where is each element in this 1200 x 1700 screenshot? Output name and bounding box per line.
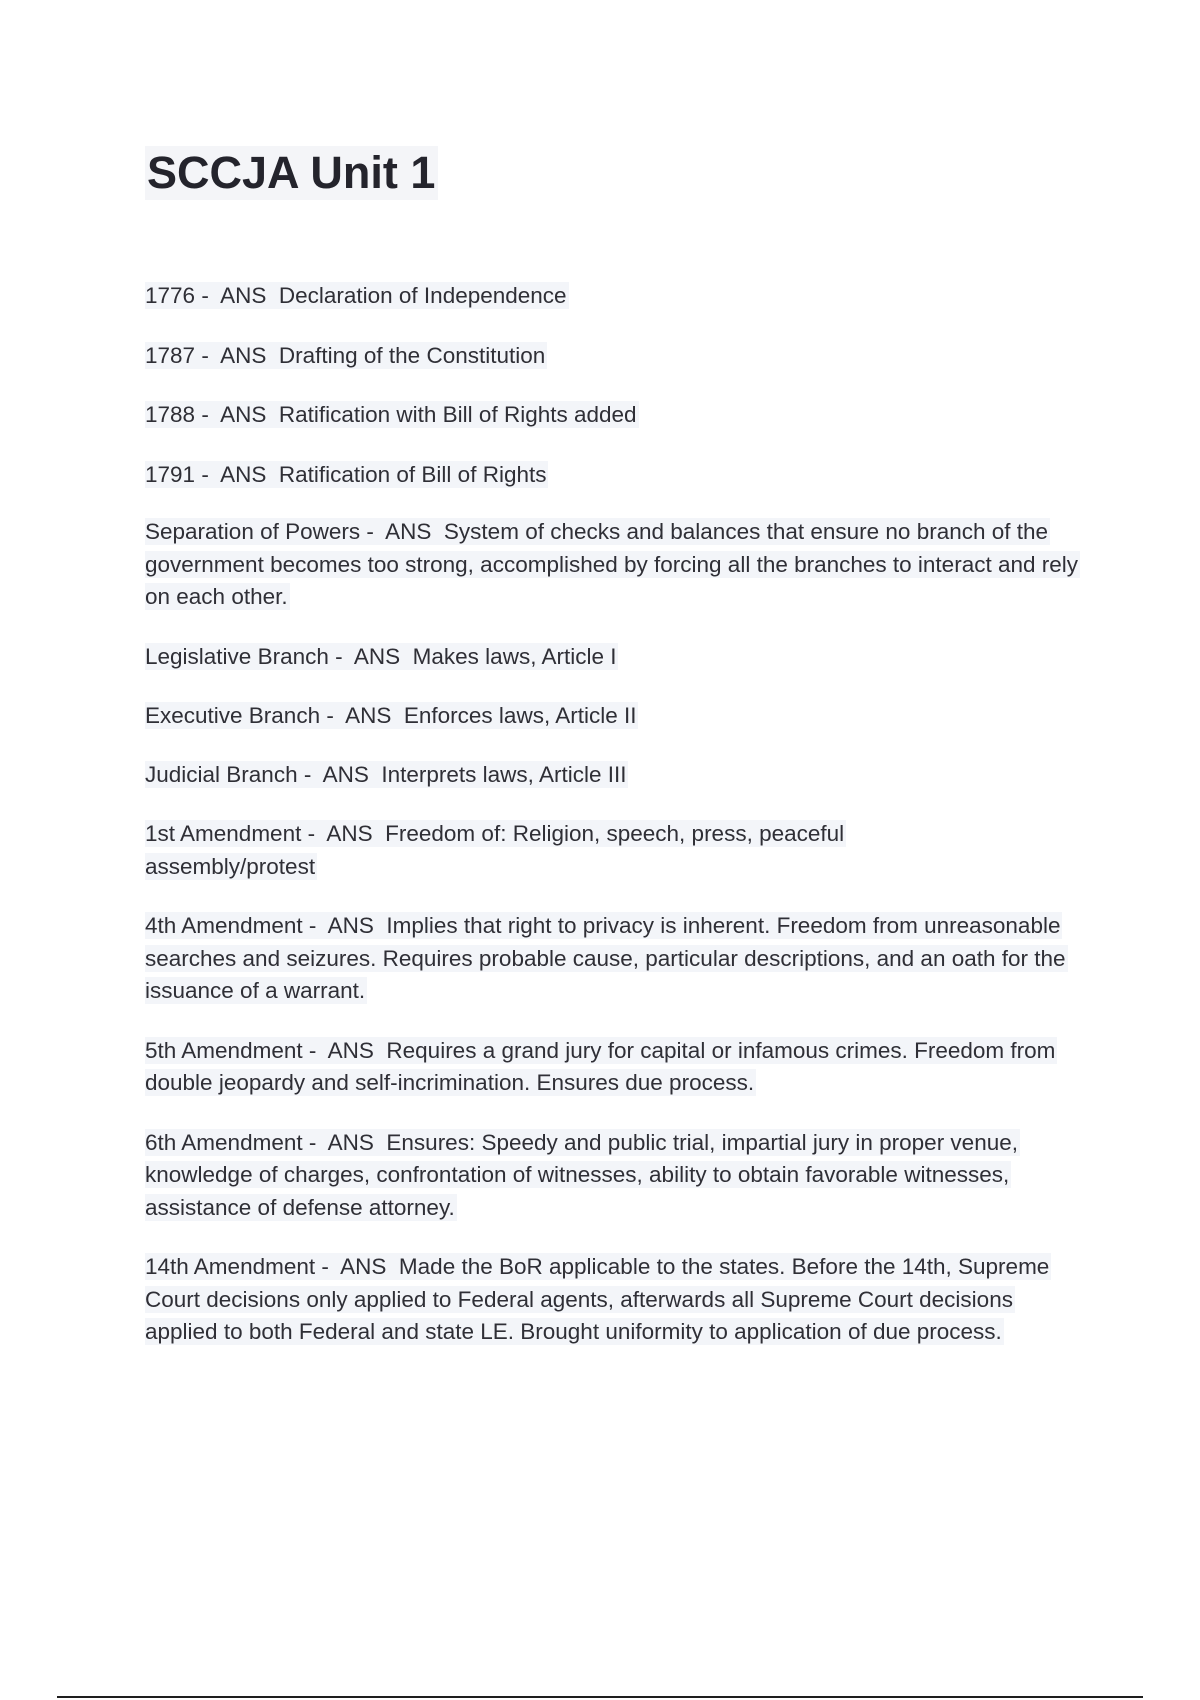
entry-ans-label: ANS xyxy=(326,821,373,846)
entry-definition: Freedom of: Religion, speech, press, peaceful assembly/protest xyxy=(145,821,845,879)
flashcard-entry xyxy=(145,1127,1085,1225)
entry-term: Legislative Branch xyxy=(145,643,329,669)
entry-term: 1791 xyxy=(145,461,196,487)
flashcard-entry xyxy=(145,340,1085,373)
entry-term: 14th Amendment xyxy=(145,1254,316,1279)
entry-term: 1788 xyxy=(145,402,196,427)
entry-term: 6th Amendment xyxy=(145,1129,303,1155)
entry-separator: - xyxy=(328,643,354,669)
entry-ans-label: ANS xyxy=(345,703,392,728)
entry-term: Judicial Branch xyxy=(145,761,298,787)
entry-definition: Makes laws, Article I xyxy=(412,643,617,669)
flashcard-entry xyxy=(145,1251,1085,1349)
flashcard-entry xyxy=(145,516,1085,614)
entry-separator: - xyxy=(195,402,221,427)
entry-ans-label: ANS xyxy=(322,761,369,787)
flashcard-entry xyxy=(145,818,925,883)
entry-ans-label: ANS xyxy=(385,519,432,544)
entry-separator: - xyxy=(302,1129,328,1155)
entry-term: 4th Amendment xyxy=(145,913,303,938)
flashcard-list xyxy=(145,280,1085,1349)
entry-ans-label: ANS xyxy=(327,913,374,938)
entry-separator: - xyxy=(360,519,386,544)
entry-ans-label: ANS xyxy=(340,1254,387,1279)
flashcard-entry xyxy=(145,759,1085,792)
entry-separator: - xyxy=(315,1254,341,1279)
entry-definition: Enforces laws, Article II xyxy=(403,703,637,728)
entry-definition: System of checks and balances that ensure no branch of the government becomes too strong, accomplished by forcing all the branches to interact and rely on each other. xyxy=(145,519,1079,609)
entry-ans-label: ANS xyxy=(353,643,401,669)
entry-ans-label: ANS xyxy=(220,402,267,427)
entry-separator: - xyxy=(301,821,327,846)
entry-separator: - xyxy=(195,283,221,308)
entry-ans-label: ANS xyxy=(220,283,267,308)
flashcard-entry xyxy=(145,910,1085,1008)
entry-definition: Declaration of Independence xyxy=(278,283,567,308)
entry-definition: Ensures: Speedy and public trial, impartial jury in proper venue, knowledge of charges, confrontation of witnesses, ability to obtain favorable witnesses, assistance of defense attorney. xyxy=(145,1129,1018,1220)
entry-ans-label: ANS xyxy=(327,1129,374,1155)
entry-separator: - xyxy=(195,342,221,368)
flashcard-entry xyxy=(145,700,1085,733)
flashcard-entry xyxy=(145,641,1085,674)
entry-ans-label: ANS xyxy=(327,1037,374,1063)
entry-definition: Drafting of the Constitution xyxy=(278,342,546,368)
entry-separator: - xyxy=(195,461,221,487)
entry-term: 1st Amendment xyxy=(145,821,302,846)
entry-definition: Requires a grand jury for capital or infamous crimes. Freedom from double jeopardy and self-incrimination. Ensures due process. xyxy=(145,1037,1056,1095)
entry-definition: Ratification of Bill of Rights xyxy=(278,461,547,487)
entry-separator: - xyxy=(302,1037,328,1063)
entry-term: Separation of Powers xyxy=(145,519,361,544)
entry-ans-label: ANS xyxy=(220,461,267,487)
flashcard-entry xyxy=(145,459,1085,492)
entry-definition: Interprets laws, Article III xyxy=(381,761,627,787)
entry-separator: - xyxy=(320,703,346,728)
flashcard-entry xyxy=(145,399,1085,432)
entry-term: 1787 xyxy=(145,342,196,368)
entry-ans-label: ANS xyxy=(220,342,267,368)
flashcard-entry xyxy=(145,1035,1085,1100)
flashcard-entry xyxy=(145,280,1085,313)
entry-separator: - xyxy=(297,761,323,787)
footer-divider xyxy=(57,1696,1143,1698)
entry-definition: Made the BoR applicable to the states. Before the 14th, Supreme Court decisions only applied to Federal agents, afterwards all Supreme Court decisions applied to both Federal and state LE. Brought uniformity to application of due process. xyxy=(145,1254,1050,1344)
page-title: SCCJA Unit 1 xyxy=(145,146,438,200)
entry-definition: Ratification with Bill of Rights added xyxy=(278,402,637,427)
entry-separator: - xyxy=(302,913,328,938)
entry-definition: Implies that right to privacy is inherent. Freedom from unreasonable searches and seizures. Requires probable cause, particular descriptions, and an oath for the issuance of a warrant. xyxy=(145,913,1066,1003)
entry-term: Executive Branch xyxy=(145,703,321,728)
entry-term: 5th Amendment xyxy=(145,1037,303,1063)
entry-term: 1776 xyxy=(145,283,196,308)
